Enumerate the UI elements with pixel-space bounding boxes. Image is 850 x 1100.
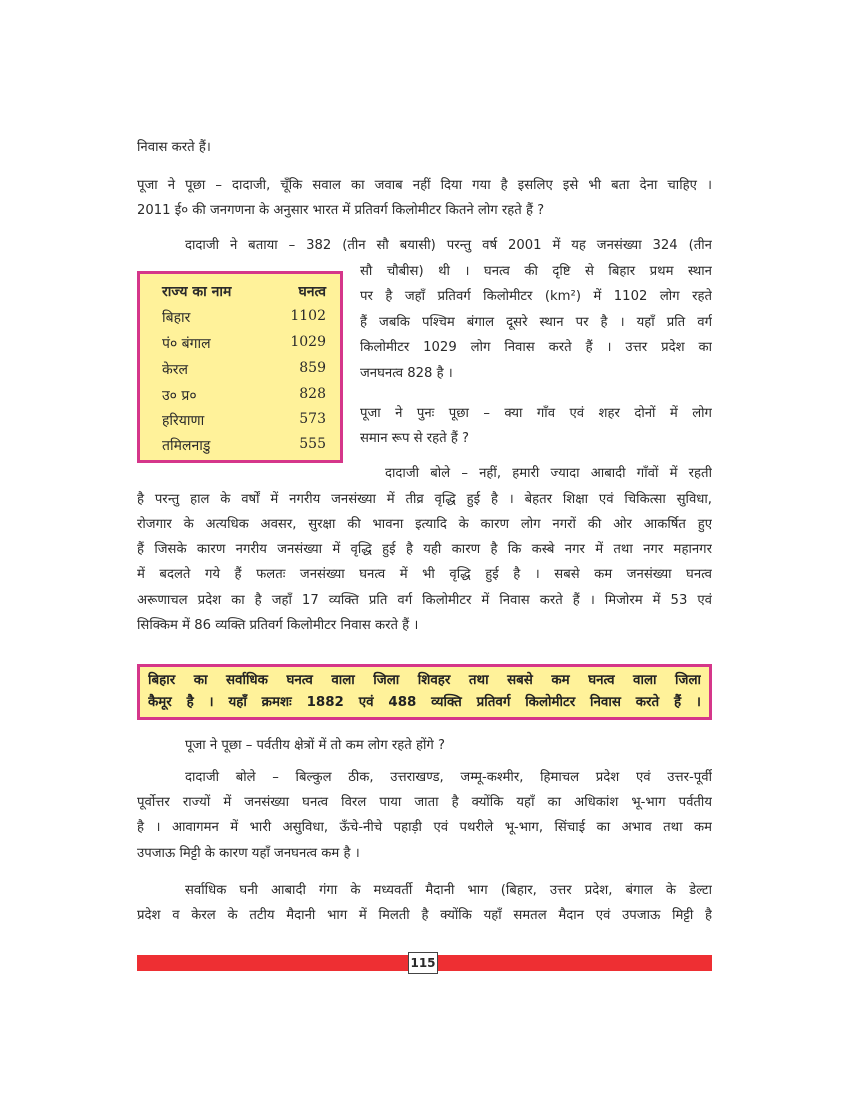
state-name: उ० प्र० xyxy=(162,388,197,404)
para2-line: जनघनत्व 828 है । xyxy=(360,366,453,381)
para5-line: पूजा ने पूछा – पर्वतीय क्षेत्रों में तो कम लोग रहते होंगे ? xyxy=(185,738,445,753)
density-value: 859 xyxy=(299,360,326,376)
density-value: 1102 xyxy=(290,308,326,324)
para1-line: 2011 ई० की जनगणना के अनुसार भारत में प्रतिवर्ग किलोमीटर कितने लोग रहते हैं ? xyxy=(137,203,545,218)
para2-line: हैं जबकि पश्चिम बंगाल दूसरे स्थान पर है । यहाँ प्रति वर्ग xyxy=(360,315,712,330)
intro-line: निवास करते हैं। xyxy=(137,140,211,155)
table-row xyxy=(162,411,326,430)
highlight-line: कैमूर है । यहाँ क्रमशः 1882 एवं 488 व्यक्ति प्रतिवर्ग किलोमीटर निवास करते हैं । xyxy=(148,695,701,710)
table-row xyxy=(162,386,326,405)
table-row xyxy=(162,436,326,455)
density-value: 828 xyxy=(299,386,326,402)
header-state: राज्य का नाम xyxy=(162,284,232,300)
density-value: 1029 xyxy=(290,334,326,350)
para2-line: किलोमीटर 1029 लोग निवास करते हैं । उत्तर प्रदेश का xyxy=(360,340,712,355)
para2-line: सौ चौबीस) थी । घनत्व की दृष्टि से बिहार प्रथम स्थान xyxy=(360,264,712,279)
highlight-line: बिहार का सर्वाधिक घनत्व वाला जिला शिवहर तथा सबसे कम घनत्व वाला जिला xyxy=(148,673,701,688)
para7-line: प्रदेश व केरल के तटीय मैदानी भाग में मिलती है क्योंकि यहाँ समतल मैदान एवं उपजाऊ मिट्टी है xyxy=(137,908,712,923)
para6-line: है । आवागमन में भारी असुविधा, ऊँचे-नीचे पहाड़ी एवं पथरीले भू-भाग, सिंचाई का अभाव तथा कम xyxy=(137,820,712,835)
state-name: हरियाणा xyxy=(162,413,205,429)
table-header xyxy=(162,282,326,301)
para4-first-line: दादाजी बोले – नहीं, हमारी ज्यादा आबादी गाँवों में रहती xyxy=(385,466,712,481)
density-table xyxy=(137,271,343,463)
table-row xyxy=(162,360,326,379)
para7-line: सर्वाधिक घनी आबादी गंगा के मध्यवर्ती मैदानी भाग (बिहार, उत्तर प्रदेश, बंगाल के डेल्टा xyxy=(185,883,712,898)
para3-line: पूजा ने पुनः पूछा – क्या गाँव एवं शहर दोनों में लोग xyxy=(360,406,712,421)
para4-line: सिक्किम में 86 व्यक्ति प्रतिवर्ग किलोमीटर निवास करते हैं । xyxy=(137,618,419,633)
density-value: 555 xyxy=(299,436,326,452)
density-value: 573 xyxy=(299,411,326,427)
para6-line: उपजाऊ मिट्टी के कारण यहाँ जनघनत्व कम है । xyxy=(137,846,360,861)
para4-line: है परन्तु हाल के वर्षों में नगरीय जनसंख्या में तीव्र वृद्धि हुई है । बेहतर शिक्षा एवं चिकित्सा सुविधा, xyxy=(137,492,712,507)
state-name: बिहार xyxy=(162,310,191,326)
state-name: तमिलनाडु xyxy=(162,438,211,454)
para4-line: रोजगार के अत्यधिक अवसर, सुरक्षा की भावना इत्यादि के कारण लोग नगरों की ओर आकर्षित हुए xyxy=(137,517,712,532)
para4-line: अरूणाचल प्रदेश का है जहाँ 17 व्यक्ति प्रति वर्ग किलोमीटर में निवास करते हैं । मिजोरम में 53 एवं xyxy=(137,593,712,608)
state-name: पं० बंगाल xyxy=(162,336,211,352)
header-density: घनत्व xyxy=(298,284,326,300)
para4-line: में बदलते गये हैं फलतः जनसंख्या घनत्व में भी वृद्धि हुई है । सबसे कम जनसंख्या घनत्व xyxy=(137,567,712,582)
para6-line: पूर्वोत्तर राज्यों में जनसंख्या घनत्व विरल पाया जाता है क्योंकि यहाँ का अधिकांश भू-भाग पर्वतीय xyxy=(137,795,712,810)
para2-first-line: दादाजी ने बताया – 382 (तीन सौ बयासी) परन्तु वर्ष 2001 में यह जनसंख्या 324 (तीन xyxy=(185,238,712,253)
para3-line: समान रूप से रहते हैं ? xyxy=(360,431,470,446)
highlight-box xyxy=(137,664,712,720)
para6-line: दादाजी बोले – बिल्कुल ठीक, उत्तराखण्ड, जम्मू-कश्मीर, हिमाचल प्रदेश एवं उत्तर-पूर्वी xyxy=(185,770,712,785)
table-row xyxy=(162,308,326,327)
para2-line: पर है जहाँ प्रतिवर्ग किलोमीटर (km²) में 1102 लोग रहते xyxy=(360,289,712,304)
page-number: 115 xyxy=(408,952,438,974)
para1-line: पूजा ने पूछा – दादाजी, चूँकि सवाल का जवाब नहीं दिया गया है इसलिए इसे भी बता देना चाहिए । xyxy=(137,178,712,193)
para4-line: हैं जिसके कारण नगरीय जनसंख्या में वृद्धि हुई है यही कारण है कि कस्बे नगर में तथा नगर महानगर xyxy=(137,542,712,557)
state-name: केरल xyxy=(162,362,188,378)
table-row xyxy=(162,334,326,353)
